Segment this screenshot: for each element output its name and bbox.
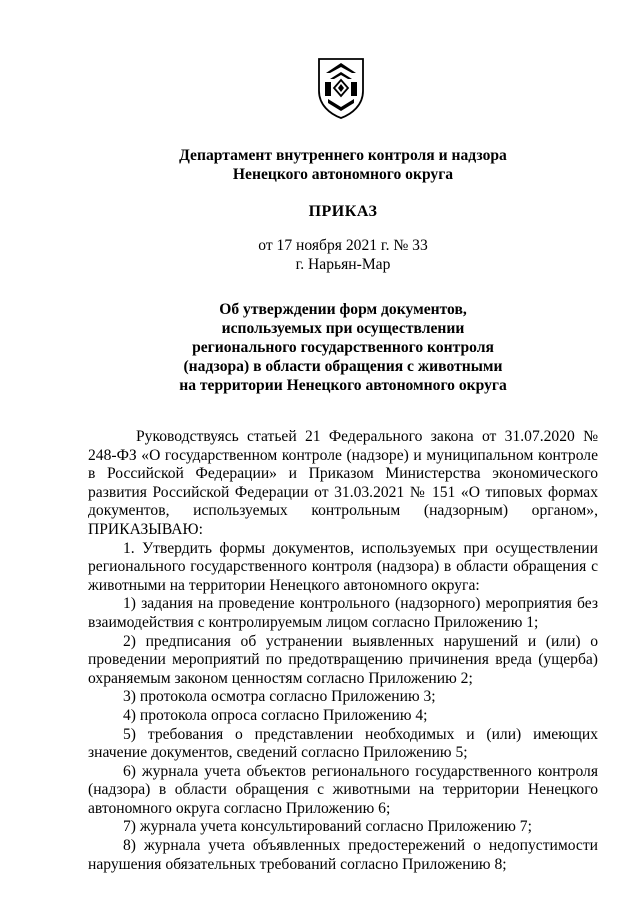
order-subject-line-2: используемых при осуществлении	[221, 320, 465, 337]
body-subitem-7: 7) журнала учета консультирований согласно Приложению 7;	[123, 818, 532, 836]
order-body	[88, 428, 598, 874]
body-subitem-8: 8) журнала учета объявленных предостережений о недопустимости нарушения обязательных требований согласно Приложению 8;	[88, 837, 598, 873]
order-date-block	[88, 236, 598, 274]
order-subject-line-3: регионального государственного контроля	[192, 339, 494, 356]
body-intro-paragraph: Руководствуясь статьей 21 Федерального закона от 31.07.2020 № 248-ФЗ «О государственном контроле (надзоре) и муниципальном контроле в Российской Федерации» и Приказом Министерства экономического развития Российской Федерации от 31.03.2021 № 151 «О типовых формах документов, используемых контрольным (надзорным) органом», ПРИКАЗЫВАЮ:	[88, 428, 598, 538]
body-item-1: 1. Утвердить формы документов, используемых при осуществлении регионального государственного контроля (надзора) в области обращения с животными на территории Ненецкого автономного округа:	[88, 539, 598, 594]
body-subitem-3: 3) протокола осмотра согласно Приложению 3;	[123, 688, 436, 706]
department-name-line-2: Ненецкого автономного округа	[232, 166, 454, 183]
department-name-line-1: Департамент внутреннего контроля и надзора	[179, 147, 507, 164]
body-subitem-4: 4) протокола опроса согласно Приложению 4;	[123, 706, 428, 724]
order-subject-line-4: (надзора) в области обращения с животными	[183, 358, 503, 375]
order-date: от 17 ноября 2021 г. № 33	[258, 237, 428, 254]
order-place: г. Нарьян-Мар	[295, 256, 391, 273]
body-subitem-5: 5) требования о представлении необходимых и (или) имеющих значение документов, сведений согласно Приложению 5;	[88, 725, 598, 762]
order-title: ПРИКАЗ	[308, 203, 378, 220]
order-subject-line-1: Об утверждении форм документов,	[219, 301, 467, 318]
department-name	[88, 146, 598, 184]
order-subject	[88, 300, 598, 395]
coat-of-arms-emblem	[316, 57, 366, 119]
order-subject-line-5: на территории Ненецкого автономного округа	[179, 377, 507, 394]
body-subitem-1: 1) задания на проведение контрольного (надзорного) мероприятия без взаимодействия с контролируемым лицом согласно Приложению 1;	[88, 595, 598, 631]
body-subitem-6: 6) журнала учета объектов регионального государственного контроля (надзора) в области обращения с животными на территории Ненецкого автономного округа согласно Приложению 6;	[88, 762, 598, 817]
body-subitem-2: 2) предписания об устранении выявленных нарушений и (или) о проведении мероприятий по предотвращению причинения вреда (ущерба) охраняемым законом ценностям согласно Приложению 2;	[88, 632, 598, 687]
